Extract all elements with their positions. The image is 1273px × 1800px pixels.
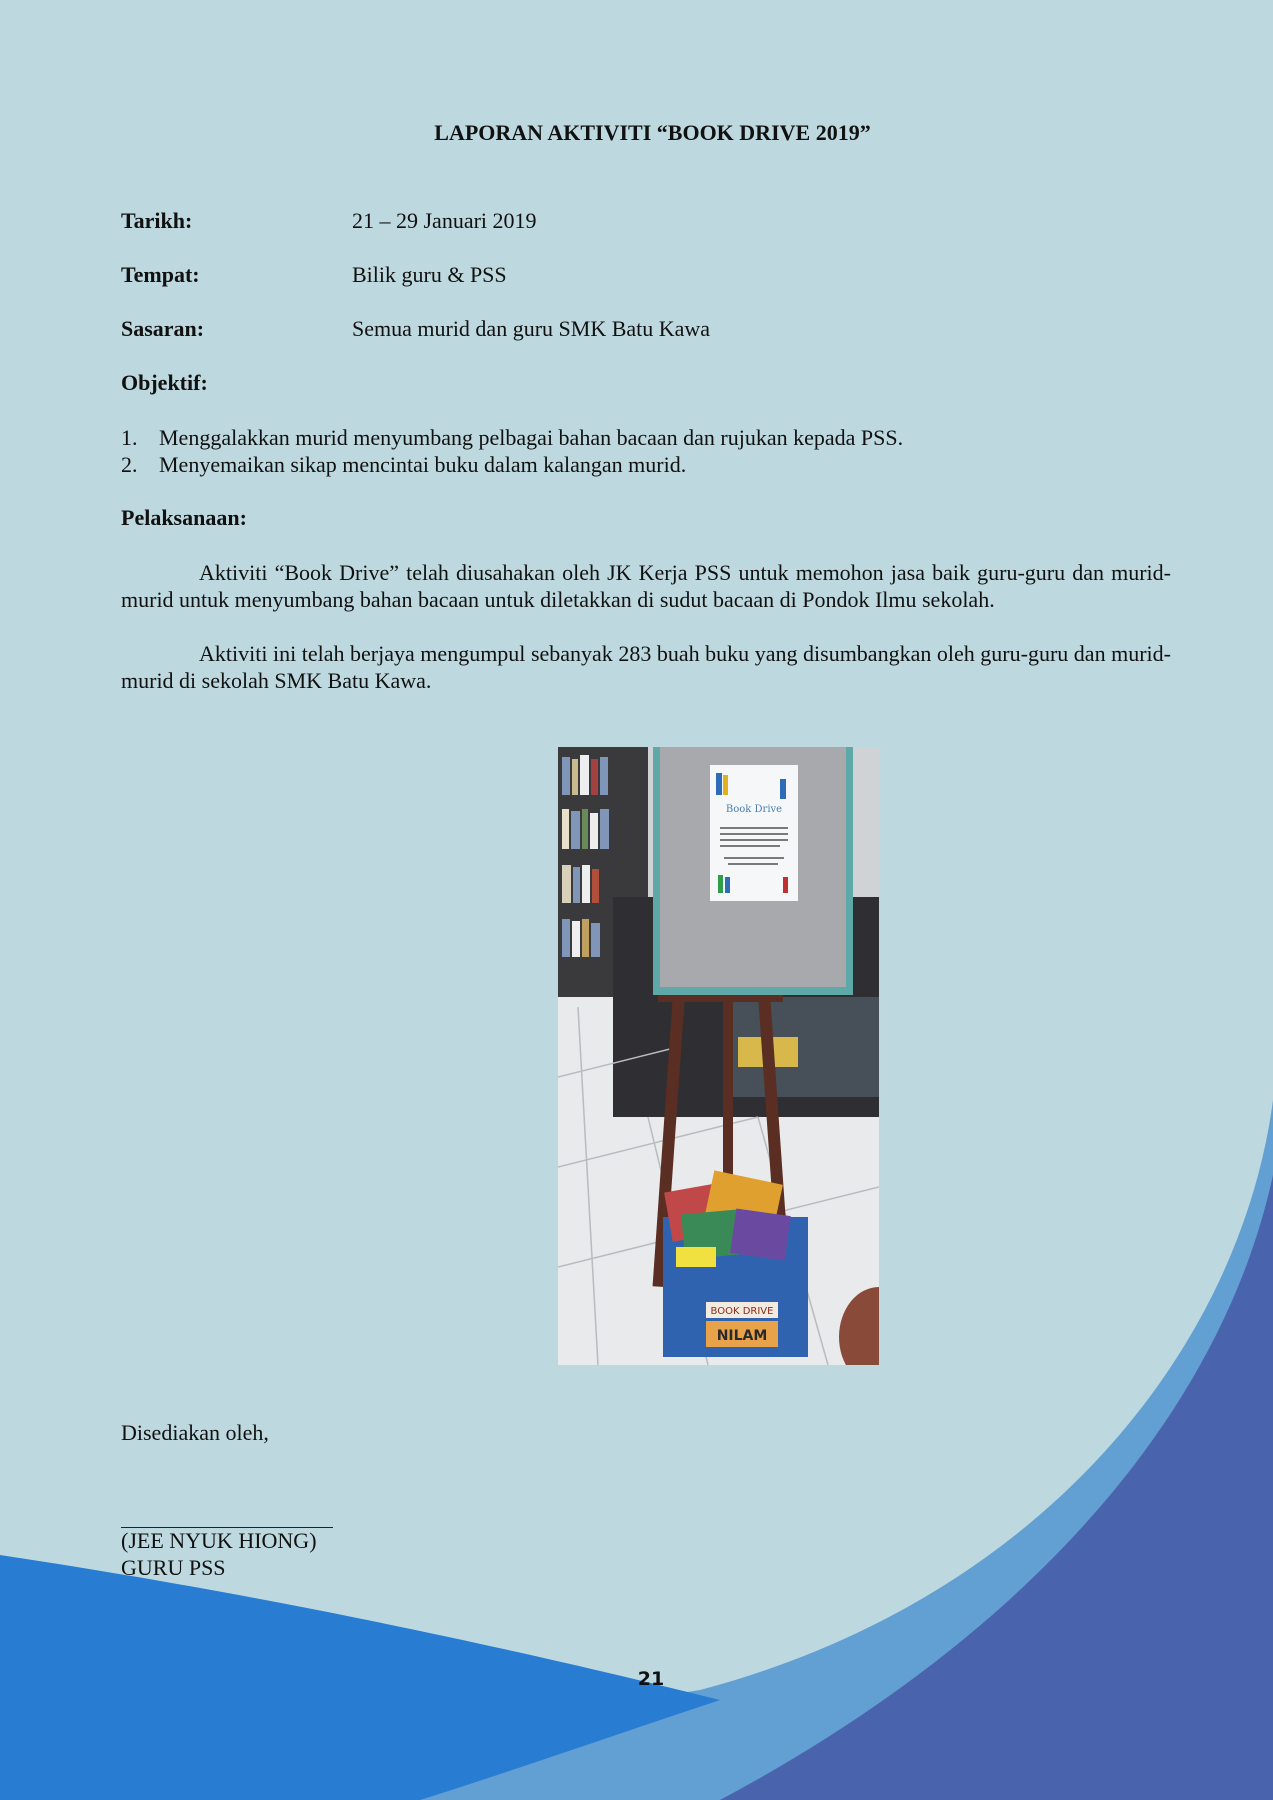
paragraph: Aktiviti ini telah berjaya mengumpul sebanyak 283 buah buku yang disumbangkan oleh guru-guru dan murid-murid di sekolah SMK Batu Kawa. <box>121 641 1171 693</box>
list-text: Menggalakkan murid menyumbang pelbagai bahan bacaan dan rujukan kepada PSS. <box>159 425 904 450</box>
report-title: LAPORAN AKTIVITI “BOOK DRIVE 2019” <box>434 120 871 145</box>
objectives-list <box>121 424 903 478</box>
objektif-heading: Objektif: <box>121 370 208 395</box>
photo-illustration <box>558 747 879 1365</box>
signatory-name: (JEE NYUK HIONG) <box>121 1528 317 1553</box>
list-number: 1. <box>121 425 138 450</box>
prepared-by: Disediakan oleh, <box>121 1420 269 1445</box>
field-label: Tarikh: <box>121 208 193 233</box>
poster-title: Book Drive <box>725 804 783 815</box>
field-value: 21 – 29 Januari 2019 <box>352 208 537 233</box>
paragraph: Aktiviti “Book Drive” telah diusahakan oleh JK Kerja PSS untuk memohon jasa baik guru-guru dan murid-murid untuk menyumbang bahan bacaan untuk diletakkan di sudut bacaan di Pondok Ilmu sekolah. <box>121 560 1171 612</box>
box-sign: NILAM <box>716 1328 768 1344</box>
pelaksanaan-heading: Pelaksanaan: <box>121 505 247 530</box>
field-label: Sasaran: <box>121 316 205 341</box>
list-text: Menyemaikan sikap mencintai buku dalam kalangan murid. <box>159 452 687 477</box>
page-number: 21 <box>637 1668 665 1690</box>
box-label: BOOK DRIVE <box>710 1306 774 1317</box>
field-value: Bilik guru & PSS <box>352 262 507 287</box>
list-item <box>121 424 903 451</box>
field-value: Semua murid dan guru SMK Batu Kawa <box>352 316 711 341</box>
signatory-role: GURU PSS <box>121 1555 226 1580</box>
list-number: 2. <box>121 452 138 477</box>
field-label: Tempat: <box>121 262 200 287</box>
book-drive-photo <box>558 747 879 1365</box>
list-item <box>121 451 903 478</box>
